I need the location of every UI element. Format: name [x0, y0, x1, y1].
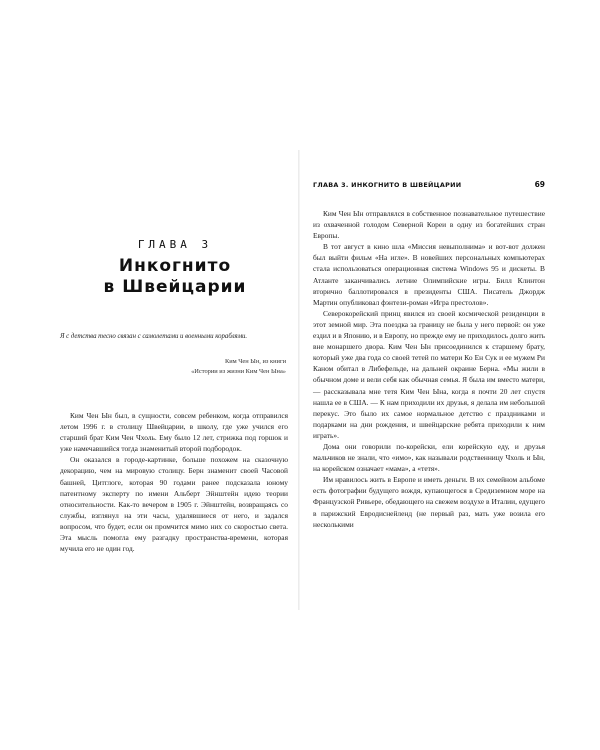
paragraph: В тот август в кино шла «Миссия невыполнима» и вот-вот должен был выйти фильм «На игле». В новейших персональных компьютерах стала использоваться операционная система Windows 95 и дискеты. В Атланте заканчивались летние Олимпийские игры. Билл Клинтон вторично баллотировался в президенты США. Писатель Джордж Мартин опубликовал фэнтези-роман «Игра престолов». — [313, 242, 545, 307]
epigraph: Я с детства тесно связан с самолетами и военными кораблями. — [60, 333, 248, 340]
right-body-text — [313, 208, 545, 530]
paragraph: Он оказался в городе-картинке, больше похожем на сказочную декорацию, чем на мировую столицу. Берн знаменит своей Часовой башней, Цитглоге, которая 90 годами ранее подсказала юному патентному эксперту по имени Альберт Эйнштейн идею теории относительности. Как-то вечером в 1905 г. Эйнштейн, возвращаясь со службы, взглянул на эти часы, удалявшиеся от него, и задался вопросом, что будет, если он промчится мимо них со скоростью света. Эта мысль помогла ему разгадку пространства-времени, которая мучила его не один год. — [60, 455, 288, 554]
paragraph: Ким Чен Ын был, в сущности, совсем ребенком, когда отправился летом 1996 г. в столицу Швейцарии, в школу, где уже учился его старший брат Ким Чен Чхоль. Ему было 12 лет, стрижка под горшок и уже намечавшийся тогда знаменитый второй подбородок. — [60, 411, 288, 454]
epigraph-source — [80, 357, 286, 376]
chapter-title-line: в Швейцарии — [103, 277, 247, 297]
left-body-text — [60, 410, 288, 554]
paragraph: Им нравилось жить в Европе и иметь деньги. В их семейном альбоме есть фотографии будущего вождя, купающегося в Средиземном море на Французской Ривьере, обедающего на свежем воздухе в Италии, едущего в парижский Евродиснейленд (не первый раз, мать уже возила его несколькими — [313, 475, 545, 529]
chapter-label: ГЛАВА 3 — [137, 238, 213, 251]
epigraph-source-line: «Истории из жизни Ким Чен Ына» — [191, 367, 286, 375]
paragraph: Северокорейский принц явился из своей космической резиденции в этот земной мир. Эта поездка за границу не была у него первой: он уже ездил и в Японию, и в Европу, но прежде ему не приходилось долго жить вне монаршего двора. Ким Чен Ын присоединился к старшему брату, который уже два года со своей тетей по матери Ко Ен Сук и ее мужем Ри Каном обитал в Либефельде, на дальней окраине Берна. «Мы жили в обычном доме и вели себя как обычная семья. Я была им вместо матери, — рассказывала мне тетя Ким Чен Ына, когда я почти 20 лет спустя нашла ее в США. — К нам приходили их друзья, я делала им небольшой перекус. Это было их самое нормальное детство с праздниками и подарками на дни рождения, и швейцарские ребята приходили к ним играть». — [313, 308, 545, 440]
chapter-title — [60, 256, 290, 298]
epigraph-source-line: Ким Чен Ын, из книги — [224, 358, 286, 365]
paragraph: Ким Чен Ын отправлялся в собственное познавательное путешествие из охваченной голодом Северной Кореи в одну из богатейших стран Европы. — [313, 209, 545, 241]
book-spine — [298, 150, 300, 610]
chapter-title-line: Инкогнито — [118, 256, 232, 276]
running-head-title: ГЛАВА 3. ИНКОГНИТО В ШВЕЙЦАРИИ — [313, 181, 462, 189]
page-number: 69 — [534, 180, 545, 189]
running-head — [313, 180, 545, 189]
paragraph: Дома они говорили по-корейски, ели корейскую еду, и друзья мальчиков не знали, что «имо», как называли родственницу Чхоль и Ын, на корейском означает «мама», а «тетя». — [313, 441, 545, 474]
